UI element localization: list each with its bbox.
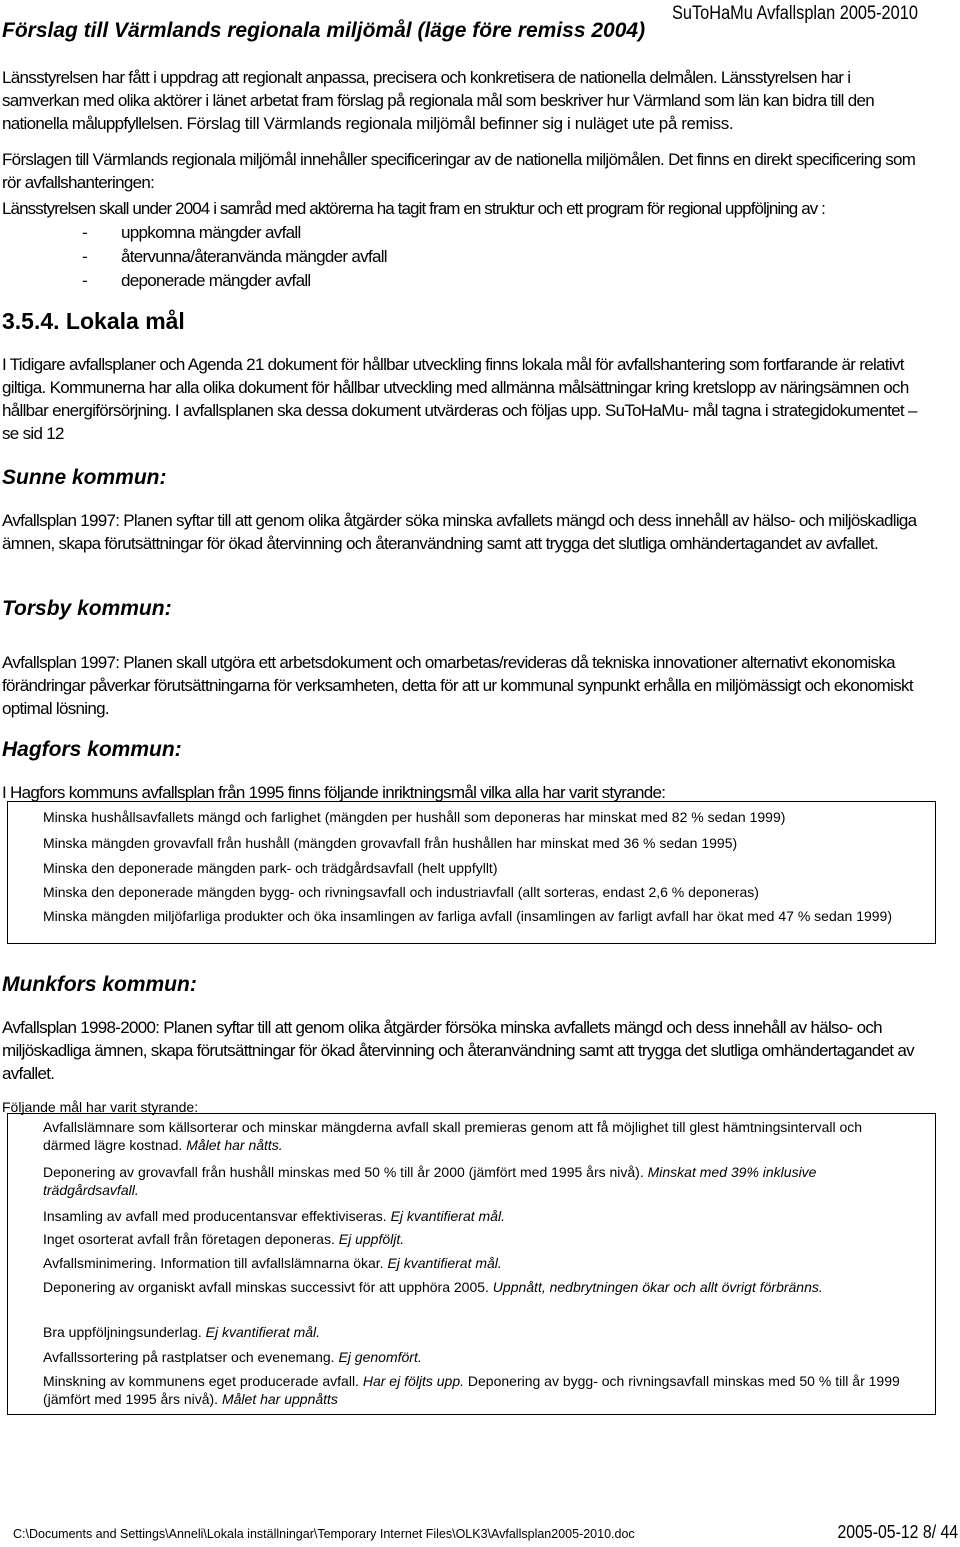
hagfors-goals-box bbox=[7, 801, 936, 944]
goal-item: Insamling av avfall med producentansvar effektiviseras. Ej kvantifierat mål. bbox=[43, 1208, 505, 1224]
section-body: I Tidigare avfallsplaner och Agenda 21 dokument för hållbar utveckling finns lokala mål för avfallshantering som fortfarande är relativt giltiga. Kommunerna har alla olika dokument för hållbar utveckling med allmänna målsättningar kring kretslopp av näringsämnen och hållbar energiförsörjning. I avfallsplanen ska dessa dokument utvärderas och följas upp. SuToHaMu- mål tagna i strategidokumentet – se sid 12 bbox=[2, 355, 917, 443]
footer-date-page: 2005-05-12 8/ 44 bbox=[837, 1522, 958, 1542]
goal-item: Bra uppföljningsunderlag. Ej kvantifierat mål. bbox=[43, 1324, 321, 1340]
sunne-heading: Sunne kommun: bbox=[2, 466, 167, 489]
munkfors-body: Avfallsplan 1998-2000: Planen syftar till att genom olika åtgärder försöka minska avfallets mängd och dess innehåll av hälso- och miljöskadliga ämnen, skapa förutsättningar för ökad återvinning och återanvändning samt att trygga det slutliga omhändertagandet av avfallet. bbox=[2, 1018, 914, 1083]
dash-bullet: - bbox=[82, 271, 87, 290]
goal-item: Minska mängden miljöfarliga produkter och öka insamlingen av farliga avfall (insamlingen av farligt avfall har ökat med 47 % sedan 1999) bbox=[43, 908, 893, 924]
goal-item: Minskning av kommunens eget producerade avfall. Har ej följts upp. Deponering av bygg- och rivningsavfall minskas med 50 % till år 1999 (jämfört med 1995 års nivå). Målet har uppnåtts bbox=[43, 1373, 900, 1407]
goal-status: Målet har uppnåtts bbox=[221, 1391, 338, 1407]
intro-paragraph bbox=[2, 66, 927, 135]
footer-file-path: C:\Documents and Settings\Anneli\Lokala inställningar\Temporary Internet Files\OLK3\Avfallsplan2005-2010.doc bbox=[13, 1527, 635, 1541]
hagfors-heading: Hagfors kommun: bbox=[2, 738, 182, 761]
goal-item: Minska den deponerade mängden park- och trädgårdsavfall (helt uppfyllt) bbox=[43, 860, 498, 876]
munkfors-goals-box bbox=[7, 1113, 936, 1415]
regional-followup-paragraph: Länsstyrelsen skall under 2004 i samråd med aktörerna ha tagit fram en struktur och ett program för regional uppföljning av : bbox=[2, 199, 825, 218]
list-item: - deponerade mängder avfall bbox=[82, 269, 387, 293]
specification-paragraph: Förslagen till Värmlands regionala miljömål innehåller specificeringar av de nationella miljömålen. Det finns en direkt specificering som rör avfallshanteringen: bbox=[2, 150, 916, 192]
dash-bullet: - bbox=[82, 247, 87, 266]
intro-text: Länsstyrelsen har fått i uppdrag att regionalt anpassa, precisera och konkretisera de nationella delmålen. Länsstyrelsen har i samverkan med olika aktörer i länet arbetat fram förslag på regionala mål som beskriver hur Värmland som län kan bidra till den nationella måluppfyllelsen. bbox=[2, 68, 875, 133]
goal-status: Ej kvantifierat mål. bbox=[390, 1208, 505, 1224]
goal-status: Ej kvantifierat mål. bbox=[387, 1255, 502, 1271]
hagfors-intro: I Hagfors kommuns avfallsplan från 1995 finns följande inriktningsmål vilka alla har varit styrande: bbox=[2, 783, 666, 802]
goal-item: Minska mängden grovavfall från hushåll (mängden grovavfall från hushållen har minskat med 36 % sedan 1995) bbox=[43, 835, 738, 851]
dash-bullet: - bbox=[82, 223, 87, 242]
munkfors-lead: Följande mål har varit styrande: bbox=[2, 1099, 199, 1115]
sunne-body: Avfallsplan 1997: Planen syftar till att genom olika åtgärder söka minska avfallets mängd och dess innehåll av hälso- och miljöskadliga ämnen, skapa förutsättningar för ökad återvinning och återanvändning samt att trygga det slutliga omhändertagandet av avfallet. bbox=[2, 511, 917, 553]
munkfors-heading: Munkfors kommun: bbox=[2, 973, 197, 996]
goal-status: Minskat med 39% inklusive trädgårdsavfall. bbox=[43, 1164, 817, 1198]
list-item: - återvunna/återanvända mängder avfall bbox=[82, 245, 387, 269]
followup-bullet-list bbox=[82, 221, 387, 293]
page-title: Förslag till Värmlands regionala miljömål (läge före remiss 2004) bbox=[2, 19, 646, 42]
goal-status: Ej genomfört. bbox=[338, 1349, 422, 1365]
goal-item: Deponering av organiskt avfall minskas successivt för att upphöra 2005. Uppnått, nedbrytningen ökar och allt övrigt förbränns. bbox=[43, 1279, 823, 1295]
remiss-status-text: Förslag till Värmlands regionala miljömål befinner sig i nuläget ute på remiss. bbox=[186, 114, 734, 133]
running-header: SuToHaMu Avfallsplan 2005-2010 bbox=[672, 3, 918, 24]
goal-status: Ej kvantifierat mål. bbox=[205, 1324, 321, 1340]
section-heading: 3.5.4. Lokala mål bbox=[2, 308, 185, 334]
goal-item: Deponering av grovavfall från hushåll minskas med 50 % till år 2000 (jämfört med 1995 års nivå). Minskat med 39% inklusive trädgårdsavfall. bbox=[43, 1164, 817, 1198]
torsby-body: Avfallsplan 1997: Planen skall utgöra ett arbetsdokument och omarbetas/revideras då tekniska innovationer alternativt ekonomiska förändringar påverkar förutsättningarna för verksamheten, detta för att ur kommunal synpunkt erhålla en miljömässigt och ekonomiskt optimal lösning. bbox=[2, 653, 913, 718]
goal-status: Har ej följts upp. bbox=[362, 1373, 465, 1389]
goal-item: Avfallssortering på rastplatser och evenemang. Ej genomfört. bbox=[43, 1349, 422, 1365]
goal-item: Avfallslämnare som källsorterar och minskar mängderna avfall skall premieras genom att få möjlighet till glest hämtningsintervall och därmed lägre kostnad. Målet har nåtts. bbox=[43, 1119, 863, 1153]
goal-item: Avfallsminimering. Information till avfallslämnarna ökar. Ej kvantifierat mål. bbox=[43, 1255, 502, 1271]
goal-item: Inget osorterat avfall från företagen deponeras. Ej uppföljt. bbox=[43, 1231, 405, 1247]
goal-status: Ej uppföljt. bbox=[338, 1231, 405, 1247]
goal-item: Minska hushållsavfallets mängd och farlighet (mängden per hushåll som deponeras har minskat med 82 % sedan 1999) bbox=[43, 809, 786, 825]
list-item: - uppkomna mängder avfall bbox=[82, 221, 387, 245]
goal-status: Målet har nåtts. bbox=[186, 1137, 283, 1153]
torsby-heading: Torsby kommun: bbox=[2, 597, 172, 620]
goal-item: Minska den deponerade mängden bygg- och rivningsavfall och industriavfall (allt sorteras, endast 2,6 % deponeras) bbox=[43, 884, 759, 900]
goal-status: Uppnått, nedbrytningen ökar och allt övrigt förbränns. bbox=[492, 1279, 823, 1295]
